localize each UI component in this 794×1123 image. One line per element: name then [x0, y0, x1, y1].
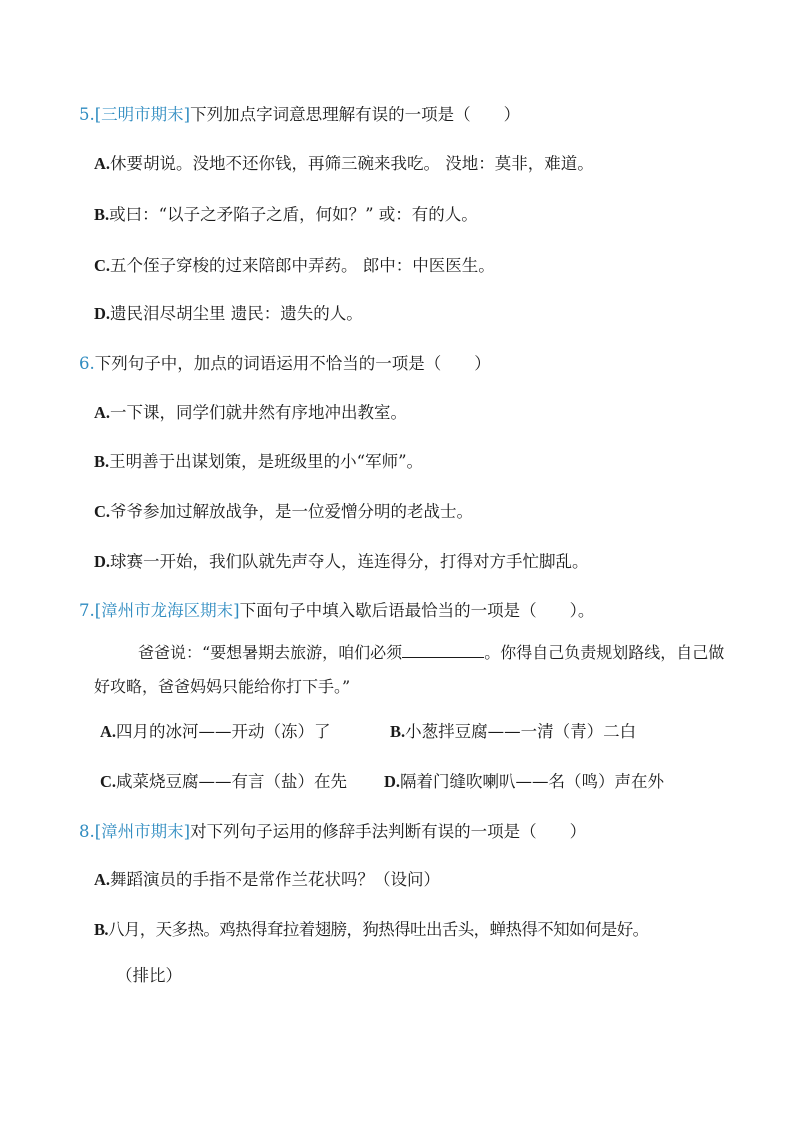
question-number: 5. — [79, 105, 95, 124]
option-text: 爷爷参加过解放战争，是一位爱憎分明的老战士。 — [110, 502, 474, 521]
option-letter: C. — [94, 502, 111, 521]
question-text: 下列句子中，加点的词语运用不恰当的一项是（ ） — [94, 354, 491, 373]
option-text: 休要胡说。没地不还你钱，再筛三碗来我吃。 没地：莫非，难道。 — [110, 154, 594, 173]
q7-option-d — [384, 768, 664, 792]
q8-option-b-continuation: （排比） — [116, 966, 182, 985]
q6-option-a — [94, 399, 407, 423]
option-letter: C. — [94, 256, 111, 275]
option-text: 王明善于出谋划策，是班级里的小“军师”。 — [109, 452, 424, 471]
quote-text-part2: 。你得自己负责规划路线，自己做好攻略，爸爸妈妈只能给你打下手。” — [94, 643, 725, 696]
q6-option-b — [94, 448, 423, 472]
option-text: 舞蹈演员的手指不是常作兰花状吗？（设问） — [110, 870, 441, 889]
question-number: 8. — [79, 822, 95, 841]
question-number: 7. — [79, 601, 95, 620]
question-5 — [79, 101, 520, 125]
question-source: [三明市期末] — [94, 105, 191, 124]
q5-option-b — [94, 201, 478, 225]
option-text: 一下课，同学们就井然有序地冲出教室。 — [110, 403, 408, 422]
option-letter: A. — [100, 722, 117, 741]
q8-option-b — [94, 916, 649, 940]
option-text: 或曰：“以子之矛陷子之盾，何如？” 或：有的人。 — [109, 205, 478, 224]
option-letter: A. — [94, 403, 111, 422]
option-letter: B. — [94, 205, 110, 224]
option-text: 遗民泪尽胡尘里 遗民：遗失的人。 — [110, 304, 363, 323]
q5-option-d — [94, 300, 363, 324]
option-letter: D. — [94, 552, 111, 571]
option-text: 八月，天多热。鸡热得耷拉着翅膀，狗热得吐出舌头，蝉热得不知如何是好。 — [107, 920, 649, 939]
question-7 — [79, 597, 594, 621]
q7-option-a — [100, 718, 331, 742]
question-number: 6. — [79, 354, 95, 373]
question-text: 对下列句子运用的修辞手法判断有误的一项是（ ） — [190, 822, 587, 841]
q5-option-a — [94, 150, 594, 174]
option-letter: B. — [390, 722, 406, 741]
question-6 — [79, 350, 491, 374]
q6-option-d — [94, 548, 589, 572]
q5-option-c — [94, 252, 495, 276]
option-letter: D. — [94, 304, 111, 323]
option-letter: A. — [94, 870, 111, 889]
question-text: 下列加点字词意思理解有误的一项是（ ） — [190, 105, 521, 124]
q7-quote-passage — [94, 636, 734, 704]
q8-option-a — [94, 866, 440, 890]
q7-option-b — [390, 718, 636, 742]
option-text: 隔着门缝吹喇叭——名（鸣）声在外 — [400, 772, 665, 791]
option-letter: C. — [100, 772, 117, 791]
option-letter: B. — [94, 920, 108, 939]
question-source: [漳州市期末] — [94, 822, 191, 841]
option-letter: D. — [384, 772, 401, 791]
option-text: 四月的冰河——开动（冻）了 — [116, 722, 331, 741]
q7-option-c — [100, 768, 347, 792]
q6-option-c — [94, 498, 473, 522]
question-source: [漳州市龙海区期末] — [94, 601, 240, 620]
option-text: 咸菜烧豆腐——有言（盐）在先 — [116, 772, 348, 791]
question-8 — [79, 818, 586, 842]
question-text: 下面句子中填入歇后语最恰当的一项是（ ）。 — [239, 601, 595, 620]
option-letter: A. — [94, 154, 111, 173]
option-text: 五个侄子穿梭的过来陪郎中弄药。 郎中：中医医生。 — [110, 256, 495, 275]
option-text: 球赛一开始，我们队就先声夺人，连连得分，打得对方手忙脚乱。 — [110, 552, 589, 571]
fill-in-blank — [402, 643, 484, 658]
option-letter: B. — [94, 452, 110, 471]
option-text: 小葱拌豆腐——一清（青）二白 — [405, 722, 637, 741]
quote-text-part1: 爸爸说：“要想暑期去旅游，咱们必须 — [138, 643, 403, 662]
